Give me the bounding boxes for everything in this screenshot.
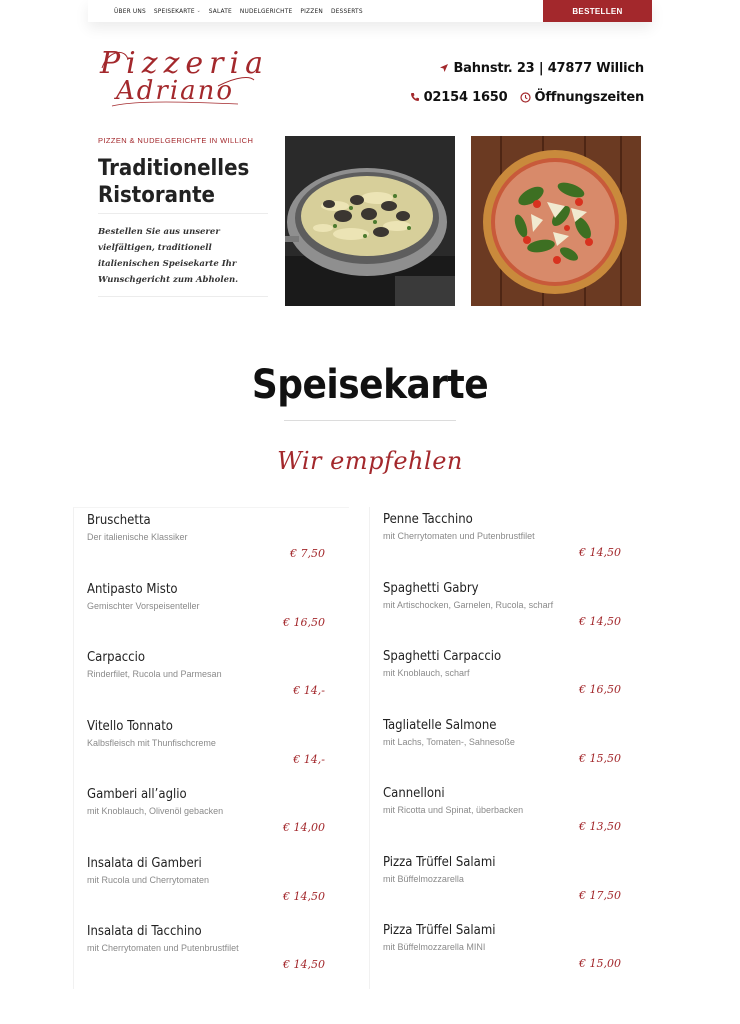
phone-link[interactable]: 02154 1650 [410,90,508,105]
intro-section [98,136,268,297]
logo[interactable] [98,46,269,110]
nav-link-pizzen[interactable]: PIZZEN [300,7,323,15]
dish-description: mit Lachs, Tomaten-, Sahnesoße [383,736,515,747]
divider [98,213,268,214]
nav-link-salate[interactable]: SALATE [208,7,232,15]
location-arrow-icon [439,63,449,73]
dish-name: Carpaccio [87,650,145,665]
dish-price: € 15,50 [579,751,621,765]
menu-item [74,508,349,577]
logo-text-adriano: Adriano [116,76,235,106]
dish-price: € 16,50 [283,615,325,629]
dish-price: € 7,50 [290,547,325,560]
dish-price: € 13,50 [579,820,621,833]
phone-icon [410,92,420,102]
dish-price: € 15,00 [579,957,621,970]
menu-item [74,714,349,783]
menu-item [370,644,645,713]
dish-name: Penne Tacchino [383,512,473,527]
menu-item [74,577,349,646]
menu-item [370,713,645,782]
menu-item [370,507,645,576]
menu-subtitle: Wir empfehlen [277,447,463,475]
dish-price: € 14,- [293,752,325,766]
dish-name: Antipasto Misto [87,581,178,597]
intro-kicker: PIZZEN & NUDELGERICHTE IN WILLICH [98,136,254,145]
menu-item [74,919,349,988]
dish-price: € 14,50 [283,889,325,903]
menu-item [370,918,645,987]
order-button[interactable]: BESTELLEN [543,0,652,22]
dish-name: Gamberi all’aglio [87,787,187,802]
dish-description: Gemischter Vorspeisenteller [87,600,200,611]
top-navigation [88,0,652,22]
nav-link-nudelgerichte[interactable]: NUDELGERICHTE [239,7,293,15]
menu-item [370,850,645,919]
menu-column-right [369,507,645,989]
dish-name: Insalata di Tacchino [87,924,202,939]
dish-name: Insalata di Gamberi [87,855,202,871]
opening-hours-link[interactable]: Öffnungszeiten [520,90,645,105]
dish-name: Vitello Tonnato [87,718,173,734]
menu-item [74,851,349,920]
intro-title: Traditionelles Ristorante [98,156,250,208]
menu-item [74,782,349,851]
menu-title: Speisekarte [251,362,489,408]
address-row [410,58,644,78]
clock-icon [520,92,531,103]
dish-description: mit Knoblauch, scharf [383,668,470,678]
nav-link-desserts[interactable]: DESSERTS [330,7,363,15]
dish-description: mit Artischocken, Garnelen, Rucola, scharf [383,599,554,610]
dish-price: € 14,- [293,684,325,697]
intro-text: Bestellen Sie aus unserer vielfältigen, traditionell italienischen Speisekarte Ihr Wunschgericht zum Abholen. [98,227,239,285]
pasta-photo [285,136,455,306]
dish-description: mit Cherrytomaten und Putenbrustfilet [383,531,535,541]
dish-name: Pizza Trüffel Salami [383,854,496,870]
dish-description: Kalbsfleisch mit Thunfischcreme [87,737,216,748]
dish-price: € 16,50 [579,683,621,696]
dish-description: mit Knoblauch, Olivenöl gebacken [87,806,224,816]
divider [98,296,268,297]
dish-price: € 17,50 [579,888,621,902]
dish-description: Der italienische Klassiker [87,532,188,542]
dish-price: € 14,50 [283,958,325,971]
dish-name: Cannelloni [383,786,445,801]
dish-name: Bruschetta [87,513,151,528]
nav-link-ueber-uns[interactable]: ÜBER UNS [114,7,146,15]
nav-link-speisekarte[interactable]: SPEISEKARTE ⌄ [153,7,201,15]
dish-price: € 14,50 [579,614,621,628]
dish-description: mit Cherrytomaten und Putenbrustfilet [87,943,239,953]
menu-item [74,645,349,714]
dish-name: Spaghetti Gabry [383,580,479,596]
menu-column-left [73,507,349,989]
dish-price: € 14,50 [579,546,621,559]
dish-name: Tagliatelle Salmone [383,717,497,733]
nav-links [88,0,371,22]
logo-text-pizzeria: Pizzeria [100,46,269,81]
menu-item [370,781,645,850]
dish-description: mit Büffelmozzarella MINI [383,942,486,952]
dish-description: mit Büffelmozzarella [383,873,464,884]
dish-description: mit Rucola und Cherrytomaten [87,874,210,885]
phone-hours-row [410,87,644,107]
menu-item [370,576,645,645]
dish-description: Rinderfilet, Rucola und Parmesan [87,669,222,679]
chevron-down-icon: ⌄ [196,8,201,14]
dish-name: Pizza Trüffel Salami [383,923,496,938]
contact-info [410,58,644,107]
divider [284,420,456,421]
dish-price: € 14,00 [283,821,325,834]
dish-description: mit Ricotta und Spinat, überbacken [383,805,524,815]
address-link[interactable]: Bahnstr. 23 | 47877 Willich [439,61,644,76]
dish-name: Spaghetti Carpaccio [383,649,502,664]
pizza-photo [471,136,641,306]
